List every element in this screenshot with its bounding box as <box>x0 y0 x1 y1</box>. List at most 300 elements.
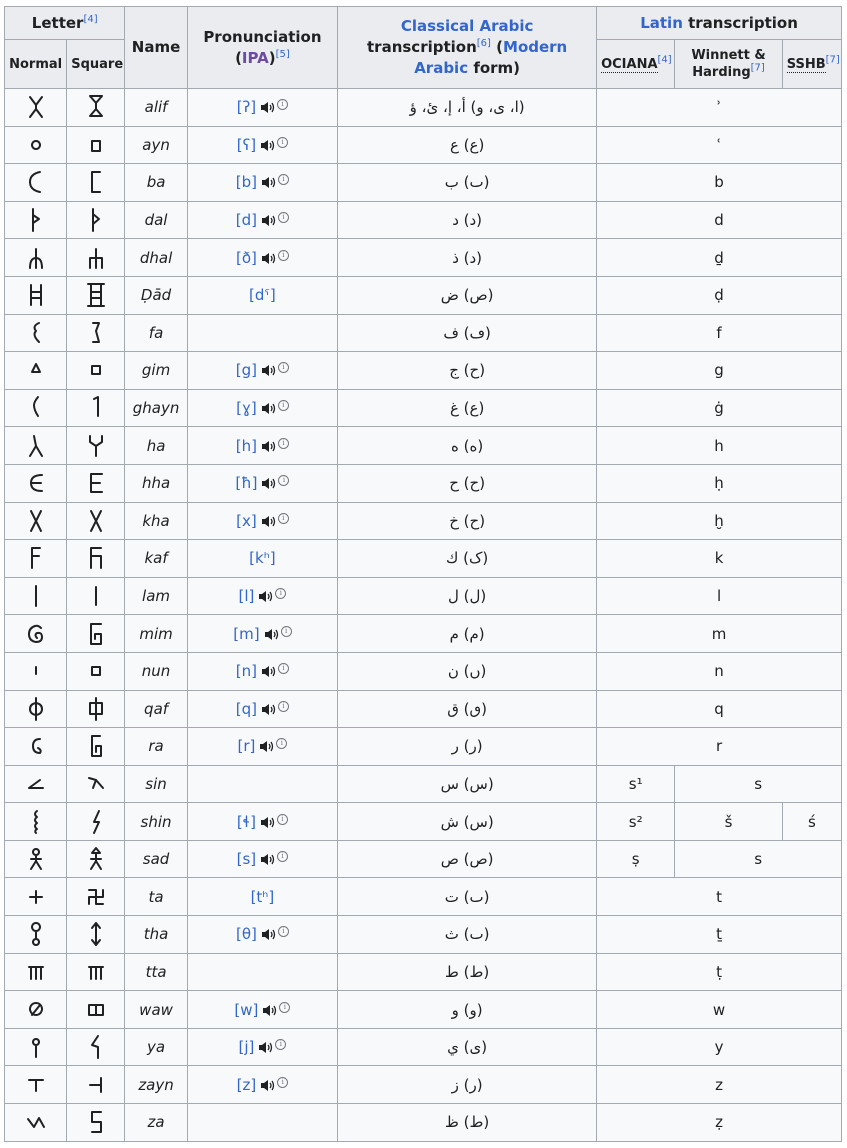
winnett-sshb-cell: s <box>675 840 842 878</box>
pronunciation-cell <box>187 540 338 578</box>
speaker-icon[interactable] <box>261 440 277 453</box>
ipa-link[interactable]: [kʰ] <box>249 549 276 568</box>
letter-ayn-square-glyph <box>84 131 108 159</box>
ipa-link[interactable]: [n] <box>235 662 258 681</box>
ipa-link[interactable]: [x] <box>236 511 257 530</box>
name-header: Name <box>125 7 187 89</box>
table-row <box>5 1104 842 1142</box>
pronunciation-cell <box>187 577 338 615</box>
ipa-link[interactable]: [b] <box>235 173 258 192</box>
ipa-link[interactable]: [m] <box>233 624 260 643</box>
letter-name: fa <box>125 314 187 352</box>
letter-lam-square-glyph <box>84 582 108 610</box>
arabic-cell: (س) س <box>338 765 597 803</box>
pronunciation-cell <box>187 1066 338 1104</box>
winnett-harding-cell: š <box>675 803 782 841</box>
ipa-link[interactable]: [s] <box>236 850 257 869</box>
normal-glyph-cell <box>5 1104 67 1142</box>
letter-ta-square-glyph <box>84 883 108 911</box>
info-icon[interactable]: i <box>275 588 286 599</box>
pronunciation-cell <box>187 427 338 465</box>
info-icon[interactable]: i <box>278 438 289 449</box>
letter-dal-square-glyph <box>84 206 108 234</box>
info-icon[interactable]: i <box>278 475 289 486</box>
normal-glyph-cell <box>5 540 67 578</box>
pronunciation-cell <box>187 615 338 653</box>
speaker-icon[interactable] <box>264 628 280 641</box>
normal-glyph-cell <box>5 427 67 465</box>
normal-glyph-cell <box>5 352 67 390</box>
pronunciation-cell <box>187 728 338 766</box>
arabic-cell: (ه) ه <box>338 427 597 465</box>
square-glyph-cell <box>67 652 125 690</box>
speaker-icon[interactable] <box>258 590 274 603</box>
table-row <box>5 803 842 841</box>
letter-ya-normal-glyph <box>24 1033 48 1061</box>
letter-nun-normal-glyph <box>24 657 48 685</box>
letter-zayn-normal-glyph <box>24 1071 48 1099</box>
letter-ghayn-normal-glyph <box>24 394 48 422</box>
letter-name: kha <box>125 502 187 540</box>
table-row <box>5 239 842 277</box>
alphabet-table <box>4 6 842 1142</box>
ipa-link[interactable]: [ħ] <box>235 474 258 493</box>
normal-header: Normal <box>5 40 67 89</box>
table-row <box>5 276 842 314</box>
letter-name: mim <box>125 615 187 653</box>
info-icon[interactable]: i <box>278 513 289 524</box>
arabic-cell: (و) و <box>338 991 597 1029</box>
square-glyph-cell <box>67 1028 125 1066</box>
letter-alif-normal-glyph <box>24 93 48 121</box>
ipa-link[interactable]: [dˤ] <box>249 286 276 305</box>
letter-ra-square-glyph <box>84 732 108 760</box>
normal-glyph-cell <box>5 89 67 127</box>
winnett-ref-link[interactable]: [7] <box>750 62 765 74</box>
normal-glyph-cell <box>5 953 67 991</box>
latin-cell: f <box>597 314 842 352</box>
square-glyph-cell <box>67 615 125 653</box>
ipa-link[interactable]: [q] <box>235 699 258 718</box>
letter-dhal-square-glyph <box>84 244 108 272</box>
letter-fa-square-glyph <box>84 319 108 347</box>
arabic-cell: (ر) ز <box>338 1066 597 1104</box>
table-row <box>5 615 842 653</box>
ipa-link[interactable]: [ʔ] <box>236 98 257 117</box>
latin-cell: m <box>597 615 842 653</box>
speaker-icon[interactable] <box>262 1004 278 1017</box>
letter-name: ya <box>125 1028 187 1066</box>
info-icon[interactable]: i <box>277 99 288 110</box>
letter-name: ha <box>125 427 187 465</box>
speaker-icon[interactable] <box>260 816 276 829</box>
normal-glyph-cell <box>5 765 67 803</box>
letter-kaf-normal-glyph <box>24 544 48 572</box>
pronunciation-cell <box>187 502 338 540</box>
square-glyph-cell <box>67 239 125 277</box>
square-glyph-cell <box>67 464 125 502</box>
square-glyph-cell <box>67 427 125 465</box>
letter-name: alif <box>125 89 187 127</box>
normal-glyph-cell <box>5 164 67 202</box>
latin-cell: z <box>597 1066 842 1104</box>
speaker-icon[interactable] <box>261 214 277 227</box>
ipa-link[interactable]: [r] <box>237 737 256 756</box>
latin-cell: ḏ <box>597 239 842 277</box>
pronunciation-header: Pronunciation (IPA)[5] <box>187 7 338 89</box>
letter-name: ayn <box>125 126 187 164</box>
letter-kaf-square-glyph <box>84 544 108 572</box>
letter-hha-normal-glyph <box>24 469 48 497</box>
ipa-link[interactable]: [g] <box>235 361 258 380</box>
letter-dad-square-glyph <box>84 281 108 309</box>
latin-cell: ẓ <box>597 1104 842 1142</box>
pronunciation-cell <box>187 276 338 314</box>
speaker-icon[interactable] <box>261 665 277 678</box>
ociana-ref-link[interactable]: [4] <box>657 54 672 66</box>
ipa-link[interactable]: [θ] <box>235 925 257 944</box>
info-icon[interactable]: i <box>278 212 289 223</box>
ipa-link[interactable]: [h] <box>235 436 258 455</box>
sshb-ref-link[interactable]: [7] <box>825 54 840 66</box>
letter-name: qaf <box>125 690 187 728</box>
speaker-icon[interactable] <box>260 101 276 114</box>
info-icon[interactable]: i <box>278 663 289 674</box>
info-icon[interactable]: i <box>278 926 289 937</box>
normal-glyph-cell <box>5 840 67 878</box>
speaker-icon[interactable] <box>258 1041 274 1054</box>
letter-hha-square-glyph <box>84 469 108 497</box>
letter-dhal-normal-glyph <box>24 244 48 272</box>
latin-cell: ḍ <box>597 276 842 314</box>
latin-cell: ʾ <box>597 89 842 127</box>
latin-cell: k <box>597 540 842 578</box>
info-icon[interactable]: i <box>278 362 289 373</box>
pronunciation-cell <box>187 389 338 427</box>
pronunciation-cell <box>187 652 338 690</box>
ipa-link[interactable]: [d] <box>235 211 258 230</box>
pronunciation-cell <box>187 878 338 916</box>
square-header: Square <box>67 40 125 89</box>
latin-cell: n <box>597 652 842 690</box>
arabic-cell: (س) ش <box>338 803 597 841</box>
info-icon[interactable]: i <box>279 1002 290 1013</box>
letter-shin-normal-glyph <box>24 808 48 836</box>
speaker-icon[interactable] <box>259 740 275 753</box>
letter-qaf-normal-glyph <box>24 695 48 723</box>
letter-name: lam <box>125 577 187 615</box>
letter-name: ba <box>125 164 187 202</box>
letter-fa-normal-glyph <box>24 319 48 347</box>
square-glyph-cell <box>67 690 125 728</box>
arabic-cell: (م) م <box>338 615 597 653</box>
normal-glyph-cell <box>5 239 67 277</box>
letter-ya-square-glyph <box>84 1033 108 1061</box>
letter-tta-normal-glyph <box>24 958 48 986</box>
normal-glyph-cell <box>5 502 67 540</box>
letter-dal-normal-glyph <box>24 206 48 234</box>
info-icon[interactable]: i <box>278 174 289 185</box>
pronunciation-cell <box>187 314 338 352</box>
pronunciation-cell <box>187 953 338 991</box>
letter-header: Letter[4] <box>5 7 125 40</box>
sshb-header: SSHB[7] <box>782 40 841 89</box>
arabic-cell: (ى) ي <box>338 1028 597 1066</box>
table-row <box>5 389 842 427</box>
square-glyph-cell <box>67 840 125 878</box>
info-icon[interactable]: i <box>276 738 287 749</box>
letter-name: ra <box>125 728 187 766</box>
normal-glyph-cell <box>5 916 67 954</box>
table-row <box>5 427 842 465</box>
info-icon[interactable]: i <box>281 626 292 637</box>
arabic-cell: (ں) ن <box>338 652 597 690</box>
square-glyph-cell <box>67 728 125 766</box>
table-row <box>5 953 842 991</box>
letter-za-square-glyph <box>84 1108 108 1136</box>
square-glyph-cell <box>67 352 125 390</box>
letter-ayn-normal-glyph <box>24 131 48 159</box>
sshb-cell: ś <box>782 803 841 841</box>
letter-sad-square-glyph <box>84 845 108 873</box>
table-row <box>5 126 842 164</box>
transcription-ref-link[interactable]: [6] <box>476 38 491 49</box>
classical-arabic-header: Classical Arabic transcription[6] (Modern Arabic form) <box>338 7 597 89</box>
arabic-cell: (ع) غ <box>338 389 597 427</box>
arabic-cell: (ط) ط <box>338 953 597 991</box>
info-icon[interactable]: i <box>278 701 289 712</box>
arabic-cell: (ٮ) ب <box>338 164 597 202</box>
table-row <box>5 652 842 690</box>
square-glyph-cell <box>67 1104 125 1142</box>
square-glyph-cell <box>67 164 125 202</box>
arabic-cell: (ٮ) ث <box>338 916 597 954</box>
normal-glyph-cell <box>5 878 67 916</box>
pronunciation-cell <box>187 690 338 728</box>
letter-kha-square-glyph <box>84 507 108 535</box>
ipa-ref-link[interactable]: [5] <box>275 48 290 60</box>
normal-glyph-cell <box>5 615 67 653</box>
arabic-cell: (ح) خ <box>338 502 597 540</box>
letter-za-normal-glyph <box>24 1108 48 1136</box>
normal-glyph-cell <box>5 652 67 690</box>
pronunciation-cell <box>187 1028 338 1066</box>
latin-cell: ḥ <box>597 464 842 502</box>
letter-name: waw <box>125 991 187 1029</box>
latin-cell: l <box>597 577 842 615</box>
letter-waw-square-glyph <box>84 996 108 1024</box>
normal-glyph-cell <box>5 728 67 766</box>
square-glyph-cell <box>67 276 125 314</box>
ipa-link[interactable]: [ɣ] <box>236 399 257 418</box>
ipa-link[interactable]: [ð] <box>235 248 257 267</box>
letter-tta-square-glyph <box>84 958 108 986</box>
table-row <box>5 314 842 352</box>
table-row <box>5 352 842 390</box>
info-icon[interactable]: i <box>278 400 289 411</box>
latin-transcription-header: Latin transcription <box>597 7 842 40</box>
arabic-cell: (ل) ل <box>338 577 597 615</box>
letter-zayn-square-glyph <box>84 1071 108 1099</box>
latin-cell: h <box>597 427 842 465</box>
table-row <box>5 540 842 578</box>
table-row <box>5 916 842 954</box>
ociana-cell: ṣ <box>597 840 675 878</box>
speaker-icon[interactable] <box>261 928 277 941</box>
square-glyph-cell <box>67 953 125 991</box>
speaker-icon[interactable] <box>260 853 276 866</box>
arabic-cell: (ٯ) ق <box>338 690 597 728</box>
speaker-icon[interactable] <box>261 515 277 528</box>
pronunciation-cell <box>187 765 338 803</box>
letter-name: tha <box>125 916 187 954</box>
latin-cell: g <box>597 352 842 390</box>
info-icon[interactable]: i <box>277 1077 288 1088</box>
latin-cell: ḫ <box>597 502 842 540</box>
latin-cell: q <box>597 690 842 728</box>
latin-cell: d <box>597 201 842 239</box>
arabic-cell: (ع) ع <box>338 126 597 164</box>
pronunciation-cell <box>187 916 338 954</box>
normal-glyph-cell <box>5 314 67 352</box>
speaker-icon[interactable] <box>260 1079 276 1092</box>
arabic-cell: (ک) ك <box>338 540 597 578</box>
letter-name: zayn <box>125 1066 187 1104</box>
speaker-icon[interactable] <box>260 139 276 152</box>
letter-ba-normal-glyph <box>24 168 48 196</box>
letter-name: nun <box>125 652 187 690</box>
square-glyph-cell <box>67 314 125 352</box>
normal-glyph-cell <box>5 1066 67 1104</box>
letter-sad-normal-glyph <box>24 845 48 873</box>
pronunciation-cell <box>187 352 338 390</box>
ipa-link[interactable]: [ʕ] <box>236 135 257 154</box>
ipa-link[interactable]: IPA <box>241 48 269 67</box>
square-glyph-cell <box>67 916 125 954</box>
normal-glyph-cell <box>5 389 67 427</box>
table-row <box>5 1066 842 1104</box>
arabic-cell: (ر) ر <box>338 728 597 766</box>
letter-ha-normal-glyph <box>24 432 48 460</box>
latin-cell: t <box>597 878 842 916</box>
square-glyph-cell <box>67 577 125 615</box>
ipa-link[interactable]: [tʰ] <box>250 887 275 906</box>
letter-tha-normal-glyph <box>24 920 48 948</box>
letter-name: ghayn <box>125 389 187 427</box>
letter-ra-normal-glyph <box>24 732 48 760</box>
speaker-icon[interactable] <box>261 364 277 377</box>
letter-mim-normal-glyph <box>24 620 48 648</box>
ipa-link[interactable]: [l] <box>238 587 255 606</box>
normal-glyph-cell <box>5 803 67 841</box>
letter-tha-square-glyph <box>84 920 108 948</box>
modern-arabic-link[interactable]: Modern Arabic <box>414 38 568 77</box>
winnett-sshb-cell: s <box>675 765 842 803</box>
pronunciation-cell <box>187 239 338 277</box>
normal-glyph-cell <box>5 577 67 615</box>
classical-arabic-link[interactable]: Classical Arabic <box>400 17 534 35</box>
letter-name: ta <box>125 878 187 916</box>
square-glyph-cell <box>67 878 125 916</box>
speaker-icon[interactable] <box>261 703 277 716</box>
info-icon[interactable]: i <box>278 250 289 261</box>
normal-glyph-cell <box>5 126 67 164</box>
ipa-link[interactable]: [ɬ] <box>236 812 256 831</box>
square-glyph-cell <box>67 1066 125 1104</box>
letter-ref-link[interactable]: [4] <box>83 13 98 25</box>
square-glyph-cell <box>67 991 125 1029</box>
normal-glyph-cell <box>5 464 67 502</box>
ipa-link[interactable]: [j] <box>238 1038 255 1057</box>
letter-qaf-square-glyph <box>84 695 108 723</box>
info-icon[interactable]: i <box>275 1039 286 1050</box>
square-glyph-cell <box>67 89 125 127</box>
ociana-header: OCIANA[4] <box>597 40 675 89</box>
letter-name: hha <box>125 464 187 502</box>
normal-glyph-cell <box>5 991 67 1029</box>
table-row <box>5 464 842 502</box>
arabic-cell: (ڡ) ف <box>338 314 597 352</box>
latin-cell: ṭ <box>597 953 842 991</box>
letter-name: sad <box>125 840 187 878</box>
table-row <box>5 728 842 766</box>
arabic-cell: (ص) ض <box>338 276 597 314</box>
pronunciation-cell <box>187 464 338 502</box>
square-glyph-cell <box>67 803 125 841</box>
pronunciation-cell <box>187 89 338 127</box>
table-row <box>5 201 842 239</box>
pronunciation-cell <box>187 803 338 841</box>
arabic-cell: (د) د <box>338 201 597 239</box>
ipa-link[interactable]: [w] <box>234 1000 259 1019</box>
info-icon[interactable]: i <box>277 814 288 825</box>
table-row <box>5 1028 842 1066</box>
table-row <box>5 577 842 615</box>
pronunciation-cell <box>187 164 338 202</box>
letter-sin-square-glyph <box>84 770 108 798</box>
info-icon[interactable]: i <box>277 137 288 148</box>
letter-kha-normal-glyph <box>24 507 48 535</box>
letter-gim-square-glyph <box>84 356 108 384</box>
table-row <box>5 502 842 540</box>
latin-link[interactable]: Latin <box>640 13 683 32</box>
latin-cell: ṯ <box>597 916 842 954</box>
arabic-cell: (ح) ح <box>338 464 597 502</box>
arabic-cell: (ا، ى، و) أ، إ، ئ، ؤ <box>338 89 597 127</box>
speaker-icon[interactable] <box>261 176 277 189</box>
speaker-icon[interactable] <box>261 477 277 490</box>
info-icon[interactable]: i <box>277 851 288 862</box>
speaker-icon[interactable] <box>261 252 277 265</box>
normal-glyph-cell <box>5 276 67 314</box>
letter-dad-normal-glyph <box>24 281 48 309</box>
letter-name: tta <box>125 953 187 991</box>
table-row <box>5 690 842 728</box>
arabic-cell: (ٮ) ت <box>338 878 597 916</box>
letter-name: sin <box>125 765 187 803</box>
square-glyph-cell <box>67 765 125 803</box>
winnett-harding-header: Winnett & Harding[7] <box>675 40 782 89</box>
speaker-icon[interactable] <box>261 402 277 415</box>
letter-ha-square-glyph <box>84 432 108 460</box>
ipa-link[interactable]: [z] <box>236 1075 257 1094</box>
square-glyph-cell <box>67 126 125 164</box>
latin-cell: w <box>597 991 842 1029</box>
letter-ghayn-square-glyph <box>84 394 108 422</box>
arabic-cell: (د) ذ <box>338 239 597 277</box>
letter-name: dhal <box>125 239 187 277</box>
letter-name: Ḍād <box>125 276 187 314</box>
